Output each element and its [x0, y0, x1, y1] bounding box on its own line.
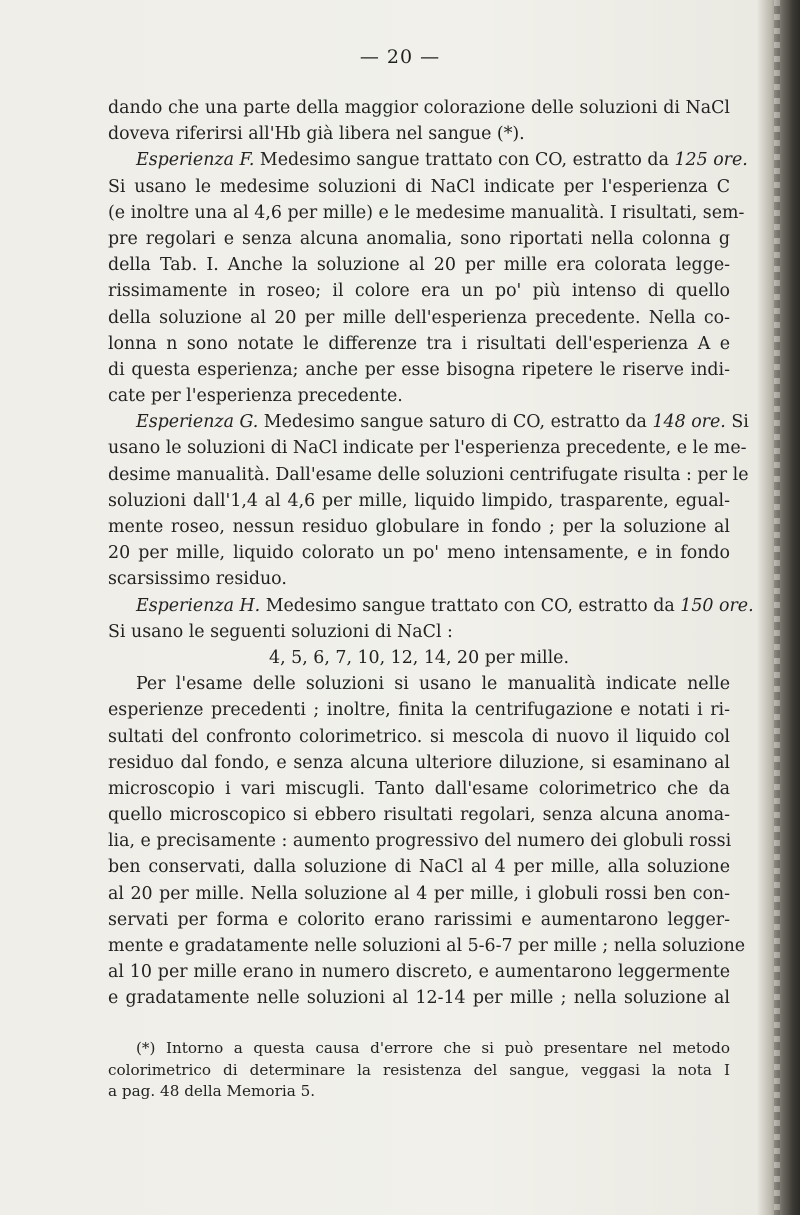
text-line: al 10 per mille erano in numero discreto, e aumentarono leggermente: [108, 962, 730, 983]
text-line: lia, e precisamente : aumento progressivo del numero dei globuli rossi: [108, 831, 732, 852]
text-line: doveva riferirsi all'Hb già libera nel sangue (*).: [108, 124, 525, 145]
text-line: Si usano le medesime soluzioni di NaCl indicate per l'esperienza C: [108, 176, 730, 197]
text-line: sultati del confronto colorimetrico. si mescola di nuovo il liquido col: [108, 726, 730, 747]
text-line: esperienze precedenti ; inoltre, finita la centrifugazione e notati i ri-: [108, 700, 730, 721]
text-line: residuo dal fondo, e senza alcuna ulteriore diluzione, si esaminano al: [108, 752, 730, 773]
duration: 150 ore.: [680, 595, 754, 616]
experiment-label: Esperienza G.: [136, 412, 259, 433]
text-line: di questa esperienza; anche per esse bisogna ripetere le riserve indi-: [108, 359, 730, 380]
text-line: quello microscopico si ebbero risultati regolari, senza alcuna anoma-: [108, 805, 730, 826]
text-line: 20 per mille, liquido colorato un po' meno intensamente, e in fondo: [108, 543, 730, 564]
footnote: [108, 1038, 730, 1103]
text-line: soluzioni dall'1,4 al 4,6 per mille, liquido limpido, trasparente, egual-: [108, 490, 730, 511]
text-line: mente e gradatamente nelle soluzioni al 5-6-7 per mille ; nella soluzione: [108, 936, 746, 956]
experiment-label: Esperienza F.: [136, 150, 255, 171]
footnote-line: colorimetrico di determinare la resistenza del sangue, veggasi la nota I: [108, 1060, 730, 1079]
duration: 125 ore.: [674, 150, 748, 171]
text-line: pre regolari e senza alcuna anomalia, sono riportati nella colonna g: [108, 228, 730, 249]
page-number: — 20 —: [359, 46, 441, 68]
experiment-label: Esperienza H.: [136, 595, 261, 616]
duration: 148 ore.: [652, 412, 726, 433]
text-line: rissimamente in roseo; il colore era un po' più intenso di quello: [108, 281, 730, 302]
text-line: usano le soluzioni di NaCl indicate per l'esperienza precedente, e le me-: [108, 438, 747, 459]
text-line: (e inoltre una al 4,6 per mille) e le medesime manualità. I risultati, sem-: [108, 202, 745, 223]
experiment-heading-h: Esperienza H. Medesimo sangue trattato con CO, estratto da 150 ore.: [136, 595, 754, 616]
text-line: Per l'esame delle soluzioni si usano le manualità indicate nelle: [136, 674, 730, 695]
body-text: [108, 95, 754, 1012]
experiment-heading-f: Esperienza F. Medesimo sangue trattato con CO, estratto da 125 ore.: [136, 150, 748, 171]
footnote-line: (*) Intorno a questa causa d'errore che si può presentare nel metodo: [136, 1039, 730, 1057]
text-line: dando che una parte della maggior colorazione delle soluzioni di NaCl: [108, 98, 730, 118]
text-line: servati per forma e colorito erano rarissimi e aumentarono legger-: [108, 909, 730, 930]
book-binding-edge: [756, 0, 800, 1215]
text-line: al 20 per mille. Nella soluzione al 4 per mille, i globuli rossi ben con-: [108, 883, 730, 904]
text-line: scarsissimo residuo.: [108, 569, 287, 590]
experiment-heading-g: Esperienza G. Medesimo sangue saturo di CO, estratto da 148 ore. Si: [136, 412, 749, 433]
text-line: lonna n sono notate le differenze tra i risultati dell'esperienza A e: [108, 333, 730, 354]
text-line: della Tab. I. Anche la soluzione al 20 per mille era colorata legge-: [108, 255, 730, 276]
text-line: cate per l'esperienza precedente.: [108, 386, 403, 407]
text-line: Si usano le seguenti soluzioni di NaCl :: [108, 621, 453, 642]
text-line: e gradatamente nelle soluzioni al 12-14 per mille ; nella soluzione al: [108, 988, 730, 1009]
footnote-line: a pag. 48 della Memoria 5.: [108, 1082, 316, 1100]
text-line: desime manualità. Dall'esame delle soluzioni centrifugate risulta : per le: [108, 464, 749, 485]
text-line: mente roseo, nessun residuo globulare in fondo ; per la soluzione al: [108, 517, 730, 537]
text-line: della soluzione al 20 per mille dell'esperienza precedente. Nella co-: [108, 307, 730, 328]
concentration-list: 4, 5, 6, 7, 10, 12, 14, 20 per mille.: [269, 647, 569, 668]
text-line: ben conservati, dalla soluzione di NaCl al 4 per mille, alla soluzione: [108, 857, 730, 878]
text-line: microscopio i vari miscugli. Tanto dall'esame colorimetrico che da: [108, 778, 730, 799]
